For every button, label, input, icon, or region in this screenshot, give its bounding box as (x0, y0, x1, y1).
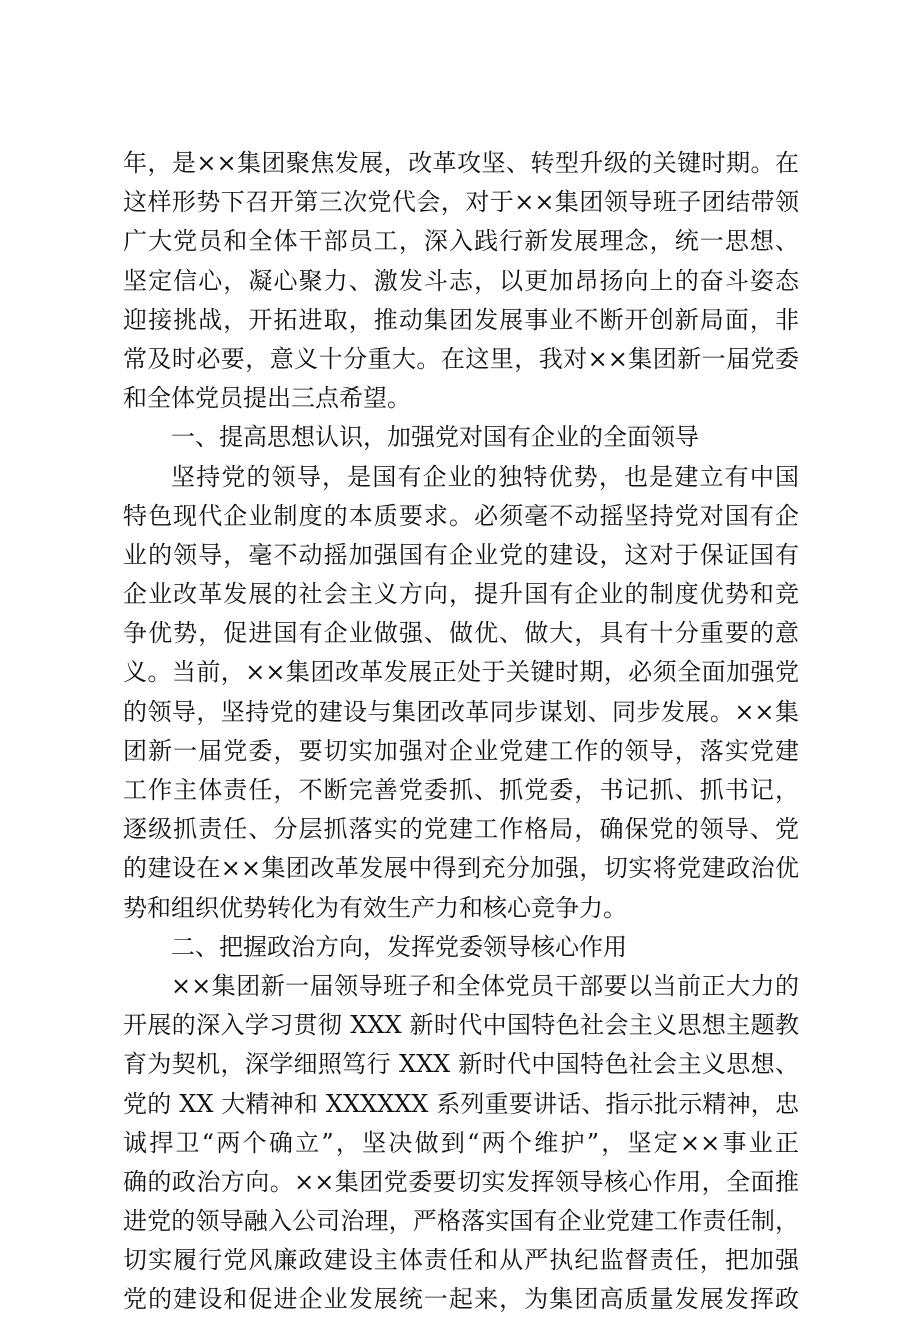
paragraph-line: 特色现代企业制度的本质要求。必须毫不动摇坚持党对国有企 (123, 501, 799, 530)
paragraph-line: 坚持党的领导，是国有企业的独特优势，也是建立有中国 (171, 462, 799, 491)
paragraph-line: 开展的深入学习贯彻 XXX 新时代中国特色社会主义思想主题教 (123, 1011, 799, 1040)
paragraph-line: 确的政治方向。××集团党委要切实发挥领导核心作用，全面推 (123, 1167, 799, 1196)
paragraph-line: 诚捍卫“两个确立”，坚决做到“两个维护”，坚定××事业正 (123, 1128, 799, 1157)
paragraph-line: 坚定信心，凝心聚力、激发斗志，以更加昂扬向上的奋斗姿态 (123, 266, 799, 295)
paragraph-line: 义。当前，××集团改革发展正处于关键时期，必须全面加强党 (123, 658, 799, 687)
paragraph-line: 党的建设和促进企业发展统一起来，为集团高质量发展发挥政 (123, 1285, 799, 1314)
paragraph-line: 党的 XX 大精神和 XXXXXX 系列重要讲话、指示批示精神，忠 (123, 1089, 799, 1118)
paragraph-line: 这样形势下召开第三次党代会，对于××集团领导班子团结带领 (123, 188, 799, 217)
paragraph-line: 业的领导，毫不动摇加强国有企业党的建设，这对于保证国有 (123, 540, 799, 569)
paragraph-line: 的领导，坚持党的建设与集团改革同步谋划、同步发展。××集 (123, 697, 799, 726)
paragraph-line: 进党的领导融入公司治理，严格落实国有企业党建工作责任制， (123, 1207, 799, 1236)
paragraph-line: 逐级抓责任、分层抓落实的党建工作格局，确保党的领导、党 (123, 815, 799, 844)
paragraph-line: 企业改革发展的社会主义方向，提升国有企业的制度优势和竞 (123, 580, 799, 609)
section-heading: 二、把握政治方向，发挥党委领导核心作用 (171, 932, 627, 961)
paragraph-line: 迎接挑战，开拓进取，推动集团发展事业不断开创新局面，非 (123, 305, 799, 334)
paragraph-line: 常及时必要，意义十分重大。在这里，我对××集团新一届党委 (123, 344, 799, 373)
section-heading: 一、提高思想认识，加强党对国有企业的全面领导 (171, 423, 699, 452)
document-body (123, 144, 799, 1320)
paragraph-line: 育为契机，深学细照笃行 XXX 新时代中国特色社会主义思想、 (123, 1050, 799, 1079)
paragraph-line: 切实履行党风廉政建设主体责任和从严执纪监督责任，把加强 (123, 1246, 799, 1275)
paragraph-line: 工作主体责任，不断完善党委抓、抓党委，书记抓、抓书记， (123, 776, 799, 804)
paragraph-line: 广大党员和全体干部员工，深入践行新发展理念，统一思想、 (123, 227, 799, 256)
paragraph-line: 势和组织优势转化为有效生产力和核心竞争力。 (123, 893, 627, 922)
paragraph-line: 和全体党员提出三点希望。 (123, 384, 411, 413)
paragraph-line: ××集团新一届领导班子和全体党员干部要以当前正大力的 (171, 971, 799, 1000)
paragraph-line: 争优势，促进国有企业做强、做优、做大，具有十分重要的意 (123, 619, 799, 648)
paragraph-line: 年，是××集团聚焦发展，改革攻坚、转型升级的关键时期。在 (123, 149, 799, 177)
paragraph-line: 的建设在××集团改革发展中得到充分加强，切实将党建政治优 (123, 854, 799, 883)
paragraph-line: 团新一届党委，要切实加强对企业党建工作的领导，落实党建 (123, 736, 799, 765)
